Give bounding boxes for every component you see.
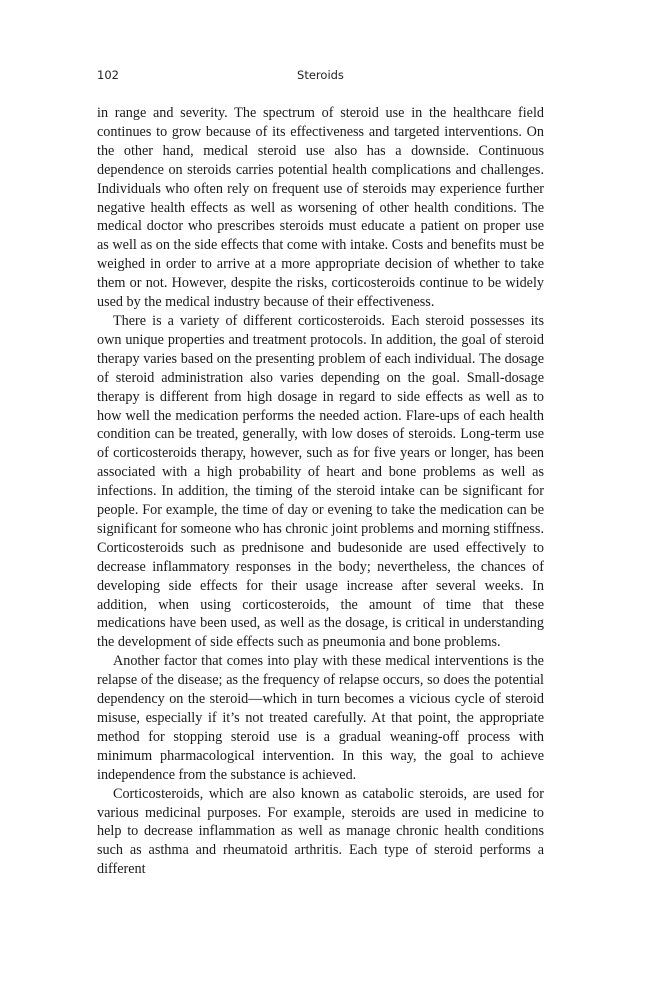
body-text xyxy=(97,104,544,879)
running-head xyxy=(97,66,544,88)
paragraph-relapse: Another factor that comes into play with these medical interventions is the relapse of the disease; as the frequency of relapse occurs, so does the potential dependency on the steroid—which in turn becomes a vicious cycle of steroid misuse, especially if it’s not treated carefully. At that point, the appropriate method for stopping steroid use is a gradual weaning-off process with minimum pharmacological intervention. In this way, the goal to achieve independence from the substance is achieved. xyxy=(97,653,544,783)
paragraph-catabolic-steroids: Corticosteroids, which are also known as catabolic steroids, are used for various medicinal purposes. For example, steroids are used in medicine to help to decrease inflammation as well as manage chronic health conditions such as asthma and rheumatoid arthritis. Each type of steroid performs a different xyxy=(97,785,544,878)
page-number: 102 xyxy=(97,68,119,82)
book-page xyxy=(97,66,544,879)
paragraph-continuation: in range and severity. The spectrum of steroid use in the healthcare field continues to grow because of its effectiveness and targeted interventions. On the other hand, medical steroid use also has a downside. Continuous dependence on steroids carries potential health complications and challenges. Individuals who often rely on frequent use of steroids may experience further negative health effects as well as worsening of other health conditions. The medical doctor who prescribes steroids must educate a patient on proper use as well as on the side effects that come with intake. Costs and benefits must be weighed in order to arrive at a more appropriate decision of whether to take them or not. However, despite the risks, corticosteroids continue to be widely used by the medical industry because of their effectiveness. xyxy=(97,105,544,311)
paragraph-corticosteroid-variety: There is a variety of different corticosteroids. Each steroid possesses its own unique properties and treatment protocols. In addition, the goal of steroid therapy varies based on the presenting problem of each individual. The dosage of steroid administration also varies depending on the goal. Small-dosage therapy is different from high dosage in regard to side effects as well as to how well the medication performs the needed action. Flare-ups of each health condition can be treated, generally, with low doses of steroids. Long-term use of corticosteroids therapy, however, such as for five years or longer, has been associated with a high probability of heart and bone problems as well as infections. In addition, the timing of the steroid intake can be significant for people. For example, the time of day or evening to take the medication can be significant for someone who has chronic joint problems and morning stiffness. Corticosteroids such as prednisone and budesonide are used effectively to decrease inflammatory responses in the body; nevertheless, the chances of developing side effects for their usage increase after several weeks. In addition, when using corticosteroids, the amount of time that these medications have been used, as well as the dosage, is critical in understanding the development of side effects such as pneumonia and bone problems. xyxy=(97,312,544,651)
running-title: Steroids xyxy=(297,68,344,82)
